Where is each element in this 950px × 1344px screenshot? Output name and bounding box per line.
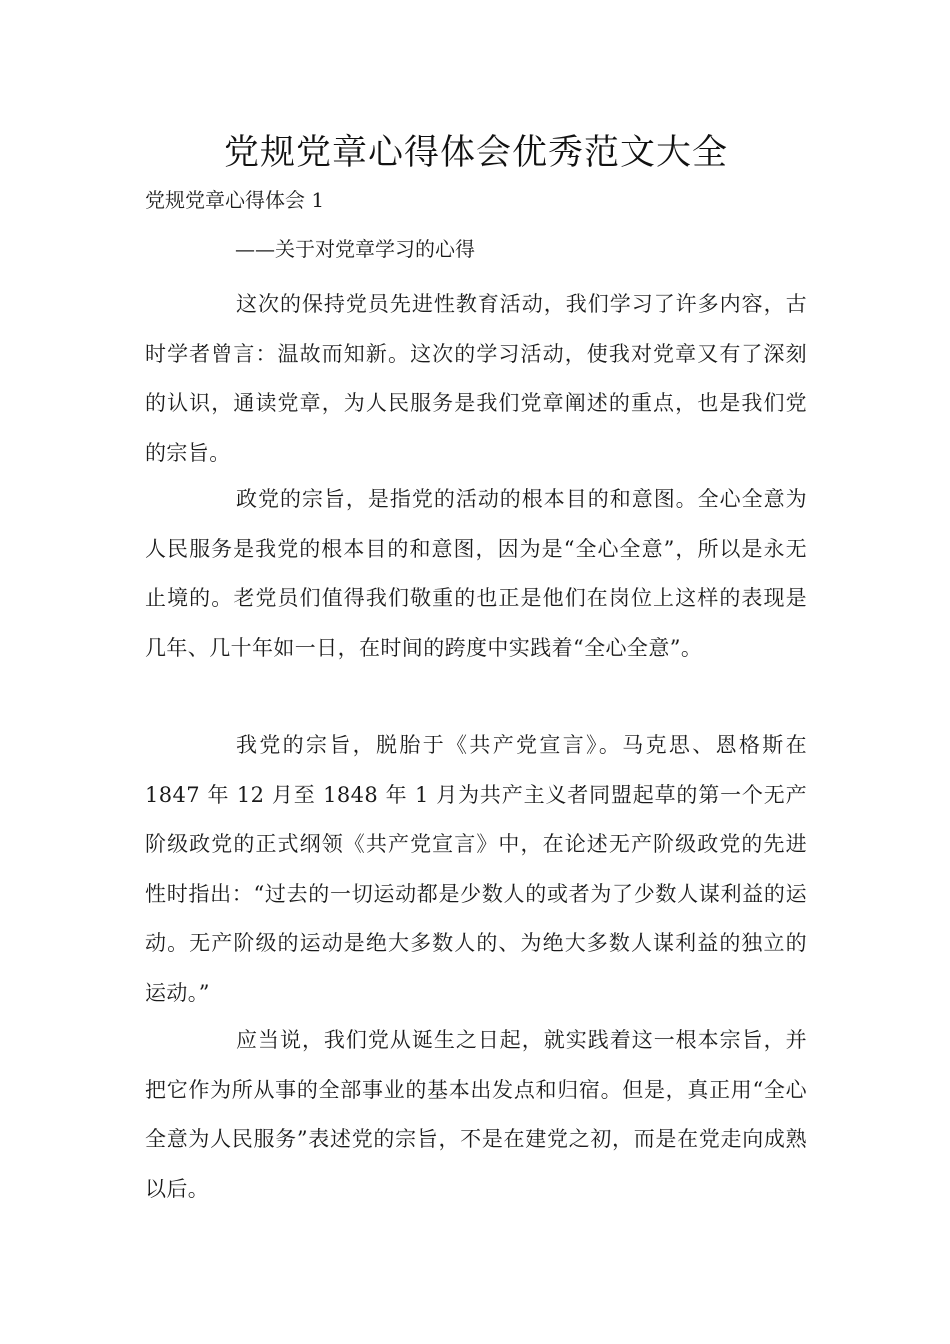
paragraph-2: 政党的宗旨，是指党的活动的根本目的和意图。全心全意为人民服务是我党的根本目的和意图，因为是“全心全意”，所以是永无止境的。老党员们值得我们敬重的也正是他们在岗位上这样的表现是几年、几十年如一日，在时间的跨度中实践着“全心全意”。 xyxy=(145,487,807,660)
paragraph-4: 应当说，我们党从诞生之日起，就实践着这一根本宗旨，并把它作为所从事的全部事业的基本出发点和归宿。但是，真正用“全心全意为人民服务”表述党的宗旨，不是在建党之初，而是在党走向成熟以后。 xyxy=(145,1028,807,1201)
section-title: 党规党章心得体会 1 xyxy=(145,188,325,212)
paragraph-1: 这次的保持党员先进性教育活动，我们学习了许多内容，古时学者曾言：温故而知新。这次的学习活动，使我对党章又有了深刻的认识，通读党章，为人民服务是我们党章阐述的重点，也是我们党的宗旨。 xyxy=(145,292,807,465)
paragraph-3: 我党的宗旨，脱胎于《共产党宣言》。马克思、恩格斯在 1847 年 12 月至 1848 年 1 月为共产主义者同盟起草的第一个无产阶级政党的正式纲领《共产党宣言》中，在论述无产阶级政党的先进性时指出：“过去的一切运动都是少数人的或者为了少数人谋利益的运动。无产阶级的运动是绝大多数人的、为绝大多数人谋利益的独立的运动。” xyxy=(145,733,807,1005)
byline: ——关于对党章学习的心得 xyxy=(235,237,475,261)
document-title: 党规党章心得体会优秀范文大全 xyxy=(223,133,728,173)
